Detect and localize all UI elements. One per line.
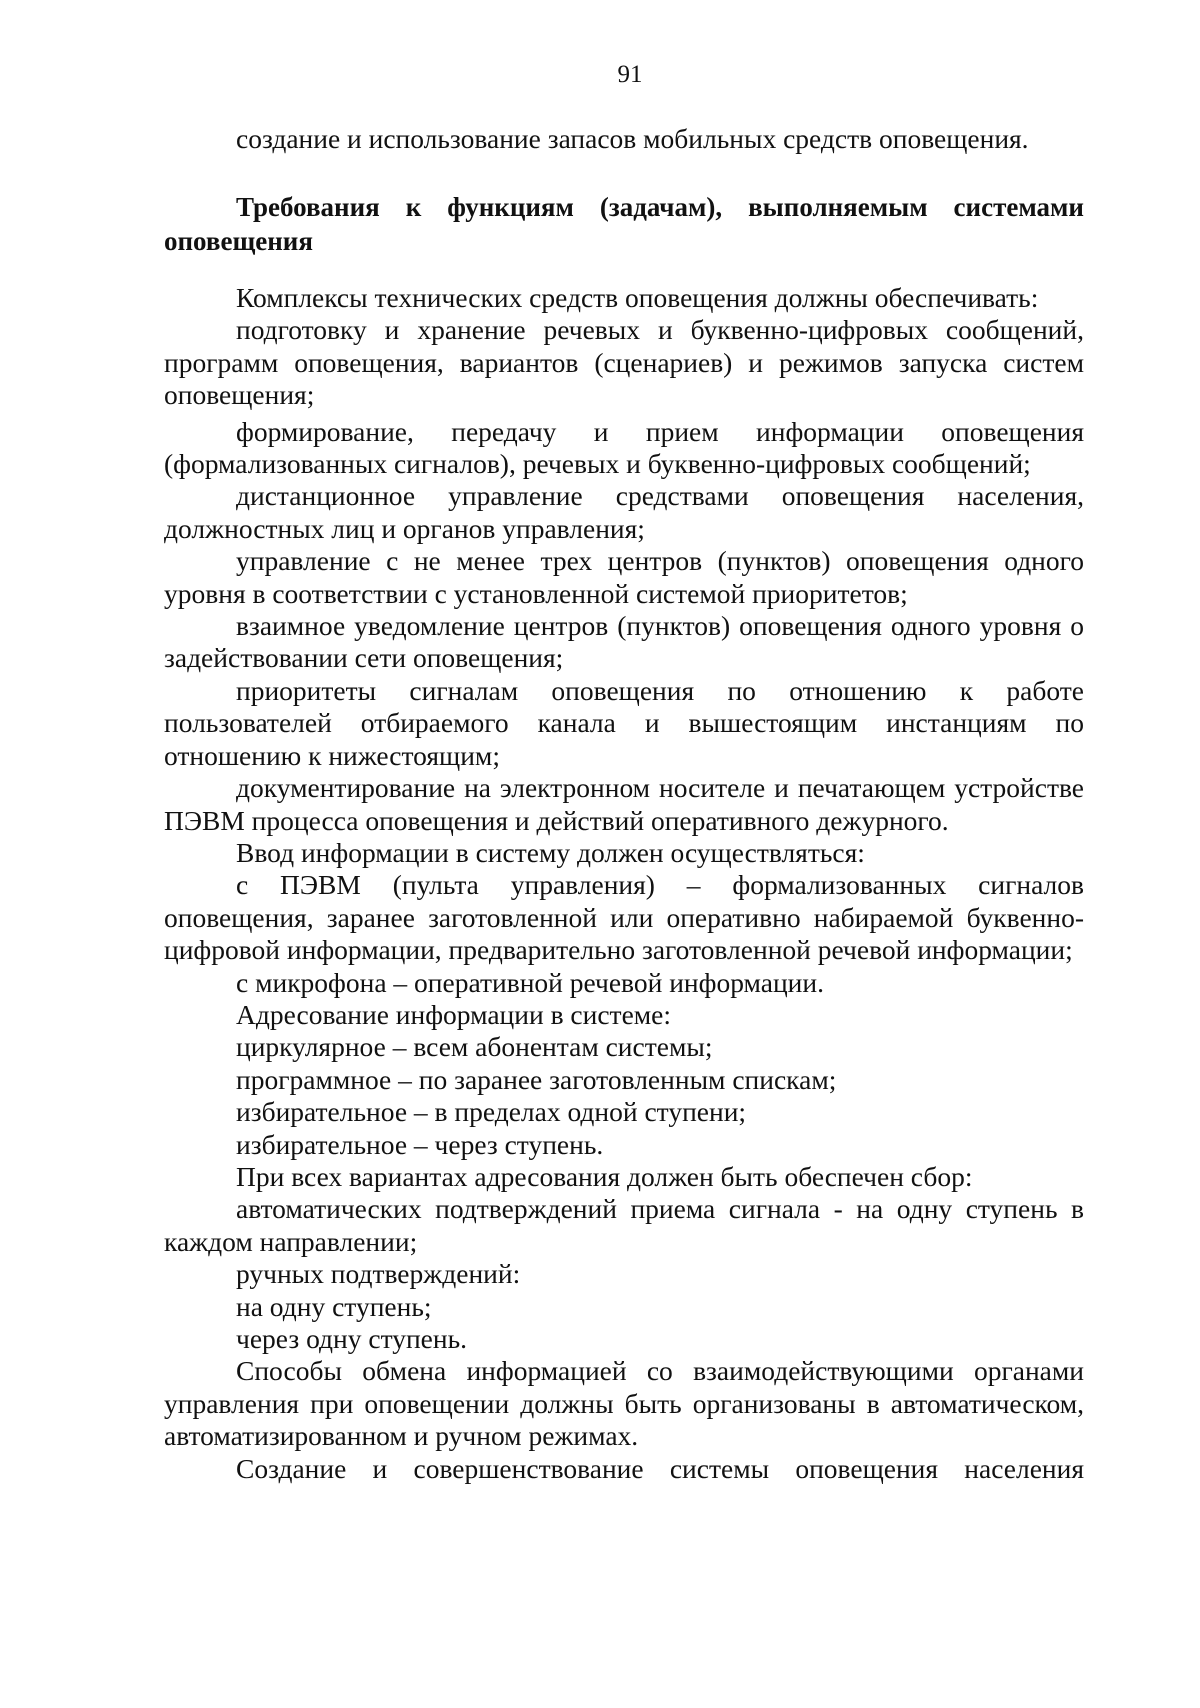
paragraph: Ввод информации в систему должен осуществляться: — [236, 836, 865, 868]
list-item: формирование, передачу и прием информации оповещения (формализованных сигналов), речевых и буквенно-цифровых сообщений; — [164, 415, 1084, 480]
list-item: программное – по заранее заготовленным спискам; — [236, 1063, 837, 1095]
intro-line: создание и использование запасов мобильных средств оповещения. — [236, 123, 1029, 154]
paragraph: При всех вариантах адресования должен быть обеспечен сбор: — [236, 1160, 973, 1192]
list-item: с ПЭВМ (пульта управления) – формализованных сигналов оповещения, заранее заготовленной или оперативно набираемой буквенно-цифровой информации, предварительно заготовленной речевой информации; — [164, 869, 1084, 966]
paragraph: Комплексы технических средств оповещения должны обеспечивать: — [236, 282, 1039, 313]
list-item: ручных подтверждений: — [236, 1258, 521, 1290]
list-item: на одну ступень; — [236, 1290, 432, 1322]
body-text — [164, 282, 1084, 1485]
list-item: приоритеты сигналам оповещения по отношению к работе пользователей отбираемого канала и вышестоящим инстанциям по отношению к нижестоящим; — [164, 674, 1084, 771]
list-item: подготовку и хранение речевых и буквенно-цифровых сообщений, программ оповещения, вариантов (сценариев) и режимов запуска систем оповещения; — [164, 314, 1084, 411]
section-heading-line-1: Требования к функциям (задачам), выполняемым системами — [236, 192, 1084, 222]
list-item: циркулярное – всем абонентам системы; — [236, 1031, 713, 1063]
page-number: 91 — [617, 61, 643, 88]
list-item: дистанционное управление средствами оповещения населения, должностных лиц и органов управления; — [164, 480, 1084, 544]
list-item: через одну ступень. — [236, 1323, 468, 1354]
list-item: избирательное – в пределах одной ступени; — [236, 1096, 747, 1128]
list-item: автоматических подтверждений приема сигнала - на одну ступень в каждом направлении; — [164, 1193, 1084, 1257]
list-item: с микрофона – оперативной речевой информации. — [236, 966, 824, 998]
paragraph: Способы обмена информацией со взаимодействующими органами управления при оповещении должны быть организованы в автоматическом, автоматизированном и ручном режимах. — [164, 1355, 1084, 1452]
list-item: документирование на электронном носителе и печатающем устройстве ПЭВМ процесса оповещения и действий оперативного дежурного. — [164, 772, 1084, 836]
paragraph: Адресование информации в системе: — [236, 998, 672, 1030]
section-heading-line-2: оповещения — [164, 226, 313, 256]
list-item: взаимное уведомление центров (пунктов) оповещения одного уровня о задействовании сети оповещения; — [164, 610, 1084, 674]
section-heading — [164, 190, 1084, 258]
list-item: управление с не менее трех центров (пунктов) оповещения одного уровня в соответствии с установленной системой приоритетов; — [164, 545, 1084, 609]
paragraph-continued: Создание и совершенствование системы оповещения населения — [236, 1452, 1084, 1484]
list-item: избирательное – через ступень. — [236, 1128, 604, 1160]
